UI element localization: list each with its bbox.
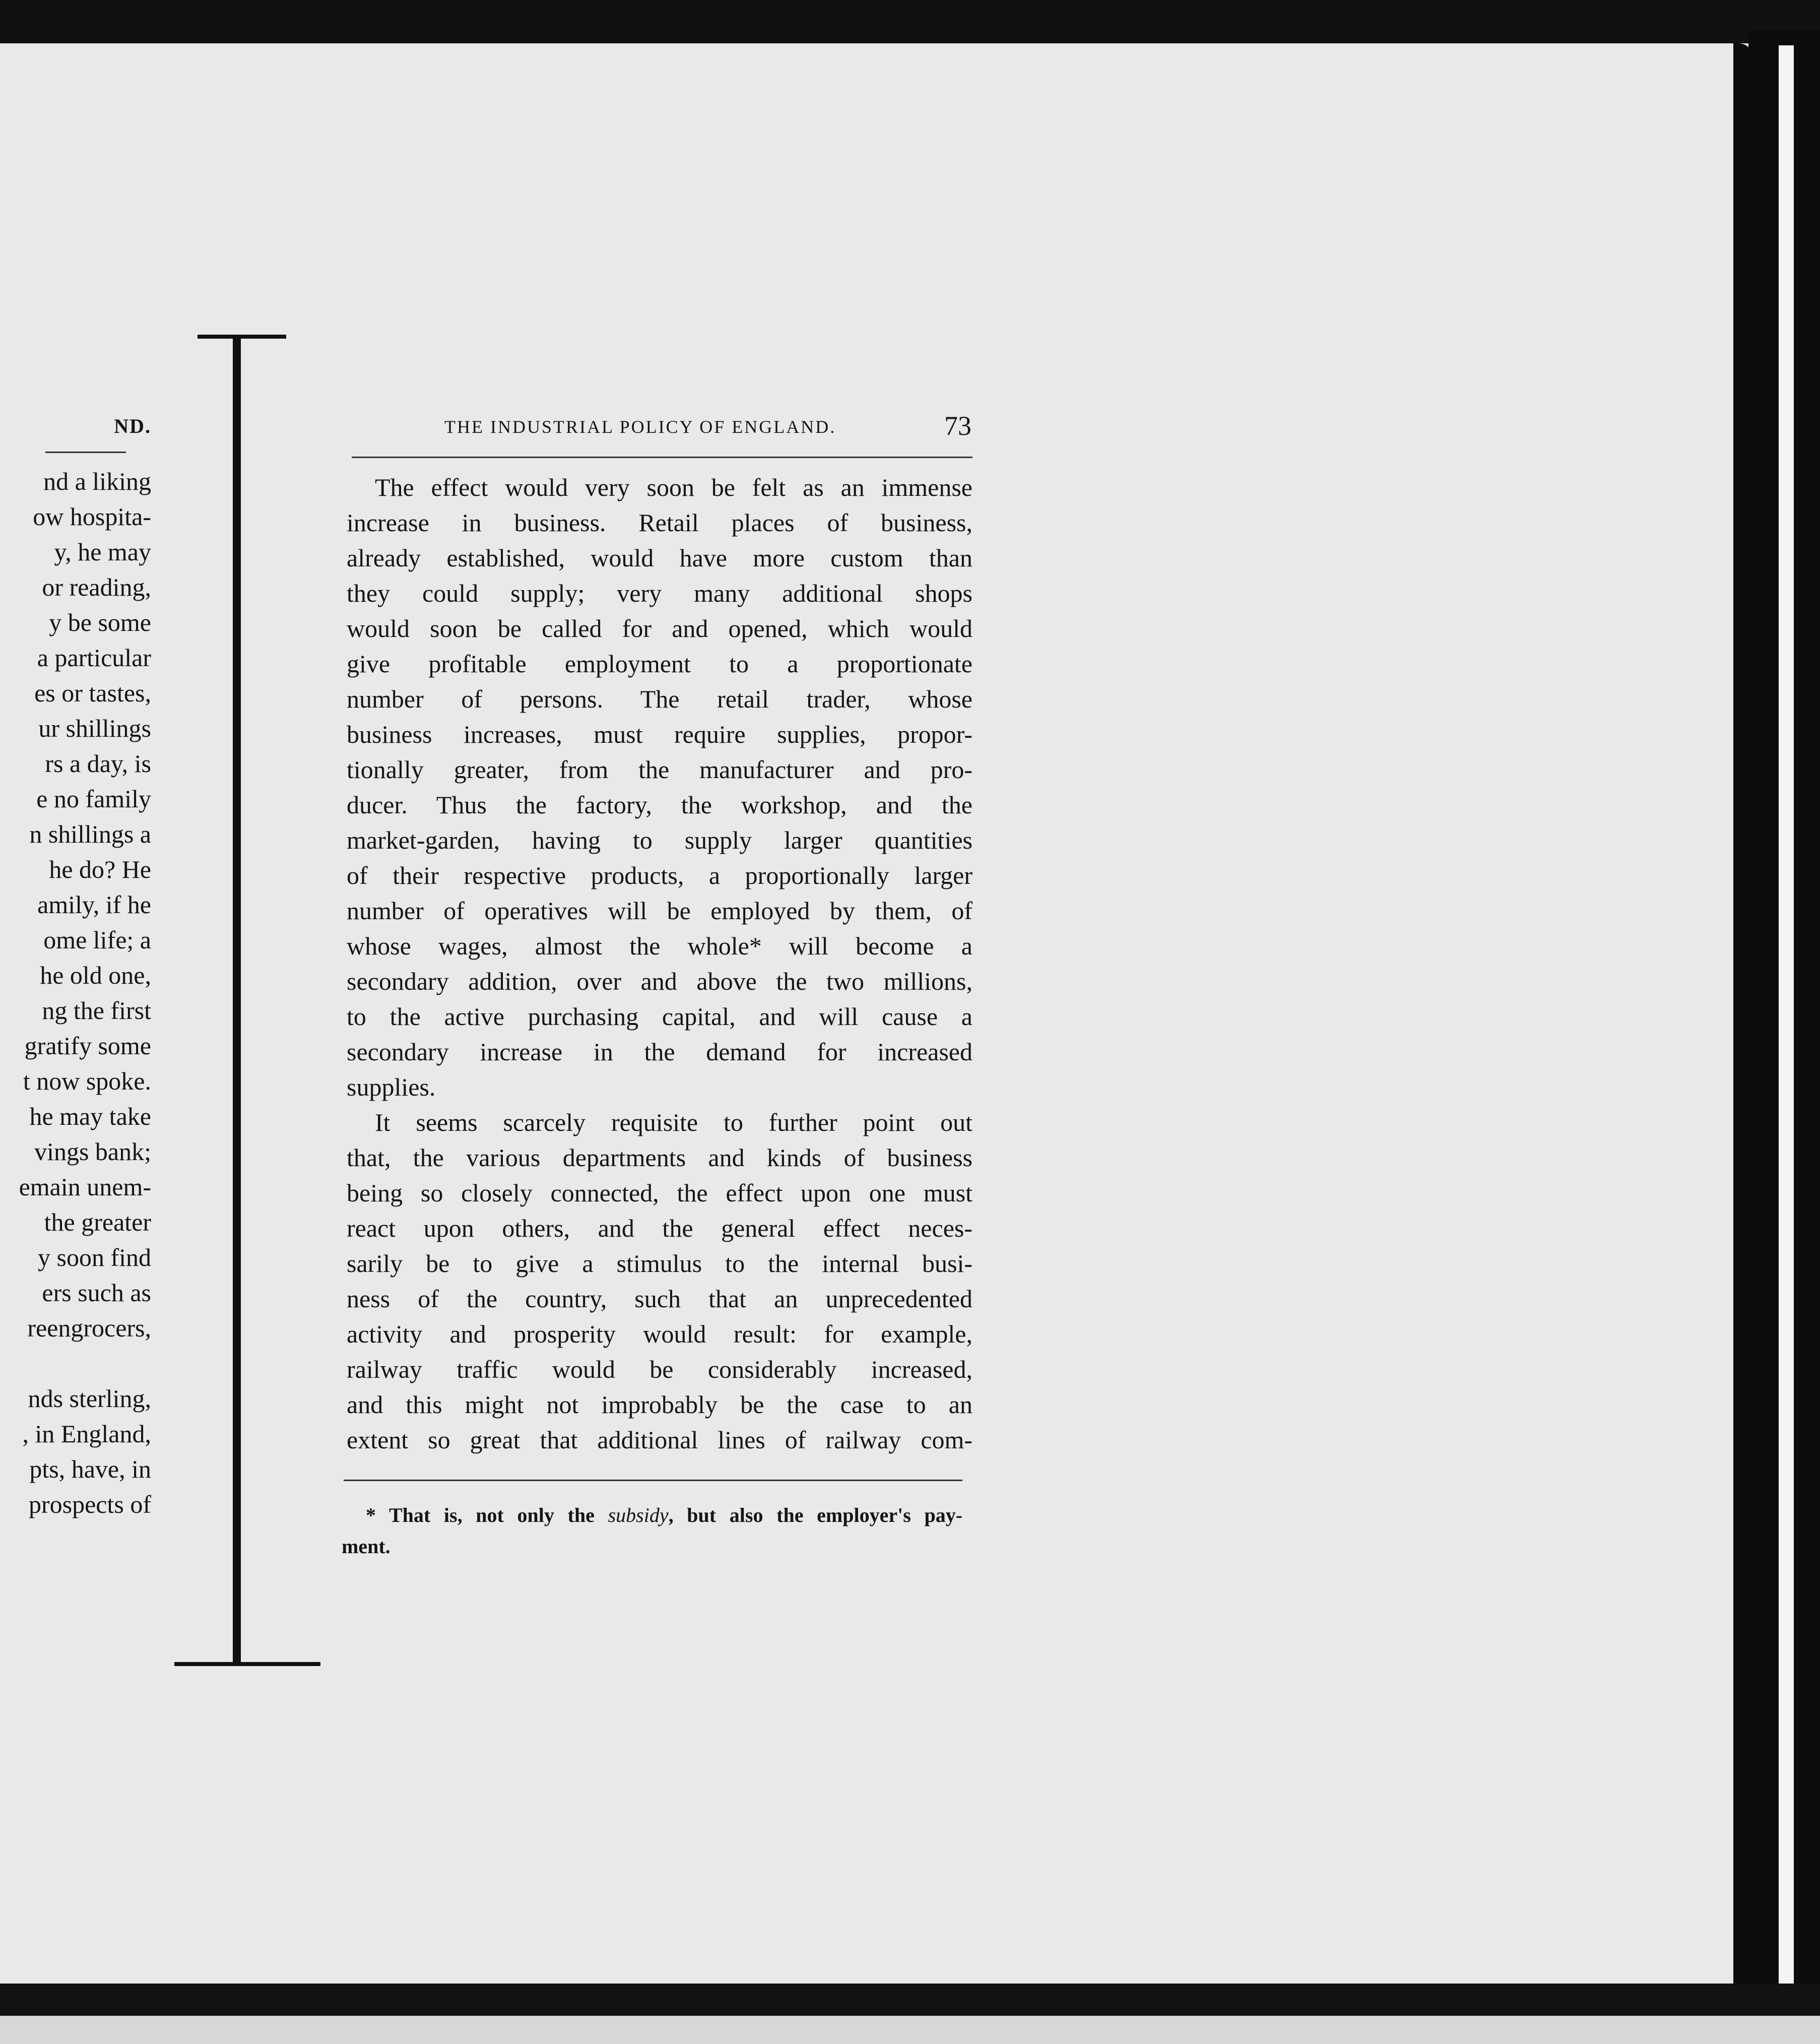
- left-text-line: y soon find: [38, 1243, 151, 1271]
- text-line: react upon others, and the general effect neces-: [347, 1214, 972, 1242]
- footnote-line: * That is, not only the subsidy, but also the employer's pay-: [366, 1504, 963, 1526]
- text-line: would soon be called for and opened, which would: [347, 614, 972, 643]
- text-line: to the active purchasing capital, and will cause a: [347, 1002, 972, 1031]
- text-line: increase in business. Retail places of business,: [347, 508, 972, 537]
- left-text-line: he do? He: [49, 855, 151, 883]
- left-text-line: rs a day, is: [45, 749, 151, 778]
- text-line: market-garden, having to supply larger quantities: [347, 826, 972, 854]
- page-edge-curl: [1733, 43, 1753, 1994]
- text-line: The effect would very soon be felt as an immense: [375, 473, 972, 501]
- left-text-line: vings bank;: [34, 1137, 151, 1166]
- page-number: 73: [944, 411, 971, 441]
- text-line: secondary addition, over and above the two millions,: [347, 967, 972, 995]
- scan-border-bottom: [0, 1984, 1820, 2016]
- running-title: THE INDUSTRIAL POLICY OF ENGLAND.: [444, 417, 836, 437]
- left-page-text: [19, 464, 151, 1522]
- text-line: tionally greater, from the manufacturer and pro-: [347, 755, 972, 784]
- scan-border-top: [0, 0, 1820, 43]
- left-text-line: the greater: [44, 1208, 151, 1236]
- text-line: being so closely connected, the effect upon one must: [347, 1179, 972, 1207]
- text-line: that, the various departments and kinds of business: [347, 1143, 972, 1172]
- body-text: [347, 470, 972, 1457]
- left-text-line: ng the first: [42, 996, 151, 1025]
- text-line: activity and prosperity would result: for example,: [347, 1320, 972, 1348]
- left-running-header: ND.: [114, 415, 151, 437]
- left-text-line: nd a liking: [43, 467, 151, 495]
- text-line: sarily be to give a stimulus to the internal busi-: [347, 1249, 972, 1278]
- paragraph: [347, 470, 972, 1105]
- text-line: of their respective products, a proportionally larger: [347, 861, 972, 889]
- text-line: they could supply; very many additional shops: [347, 579, 972, 607]
- left-text-line: ers such as: [42, 1279, 151, 1307]
- left-text-line: ur shillings: [38, 714, 151, 742]
- left-text-line: t now spoke.: [23, 1067, 151, 1095]
- text-line: and this might not improbably be the case to an: [347, 1390, 972, 1419]
- text-line: It seems scarcely requisite to further point out: [375, 1108, 972, 1136]
- left-text-line: prospects of: [29, 1490, 151, 1518]
- left-text-line: he may take: [29, 1102, 151, 1130]
- left-text-line: pts, have, in: [29, 1455, 151, 1483]
- left-text-line: y be some: [49, 608, 151, 636]
- left-text-line: , in England,: [22, 1420, 151, 1448]
- scan-edge-strip: [1779, 45, 1794, 2001]
- left-text-line: es or tastes,: [34, 679, 151, 707]
- footnote-line: ment.: [342, 1535, 391, 1558]
- text-line: business increases, must require supplies, propor-: [347, 720, 972, 748]
- left-text-line: ow hospita-: [33, 502, 151, 531]
- text-line: extent so great that additional lines of railway com-: [347, 1426, 972, 1454]
- gutter-bracket-top: [198, 335, 286, 339]
- left-text-line: n shillings a: [29, 820, 151, 848]
- left-text-line: y, he may: [54, 538, 151, 566]
- left-text-line: ome life; a: [43, 926, 151, 954]
- text-line: ducer. Thus the factory, the workshop, and the: [347, 791, 972, 819]
- left-text-line: emain unem-: [19, 1173, 151, 1201]
- scan-bottom-strip: [0, 2016, 1820, 2044]
- left-text-line: amily, if he: [37, 890, 151, 919]
- left-text-line: or reading,: [42, 573, 151, 601]
- text-line: ness of the country, such that an unprecedented: [347, 1285, 972, 1313]
- left-text-line: [19, 1346, 151, 1381]
- gutter-bracket-bottom: [174, 1662, 320, 1666]
- text-line: supplies.: [347, 1073, 436, 1101]
- left-text-line: a particular: [37, 644, 151, 672]
- left-text-line: gratify some: [24, 1032, 151, 1060]
- text-line: secondary increase in the demand for increased: [347, 1038, 972, 1066]
- footnote: [342, 1500, 962, 1562]
- text-line: already established, would have more custom than: [347, 544, 972, 572]
- header-rule: [352, 457, 972, 458]
- text-line: number of persons. The retail trader, whose: [347, 685, 972, 713]
- left-text-line: he old one,: [40, 961, 151, 989]
- left-text-line: e no family: [36, 785, 151, 813]
- left-page-fragment: [0, 0, 151, 2016]
- footnote-emphasis: subsidy: [608, 1504, 669, 1526]
- paragraph: [347, 1105, 972, 1457]
- left-text-line: nds sterling,: [28, 1384, 151, 1413]
- left-header-rule: [45, 452, 126, 453]
- text-line: railway traffic would be considerably increased,: [347, 1355, 972, 1383]
- text-line: whose wages, almost the whole* will become a: [347, 932, 972, 960]
- footnote-rule: [344, 1480, 962, 1481]
- text-line: number of operatives will be employed by them, of: [347, 897, 972, 925]
- gutter-bracket: [233, 337, 241, 1665]
- left-text-line: reengrocers,: [27, 1314, 151, 1342]
- text-line: give profitable employment to a proportionate: [347, 650, 972, 678]
